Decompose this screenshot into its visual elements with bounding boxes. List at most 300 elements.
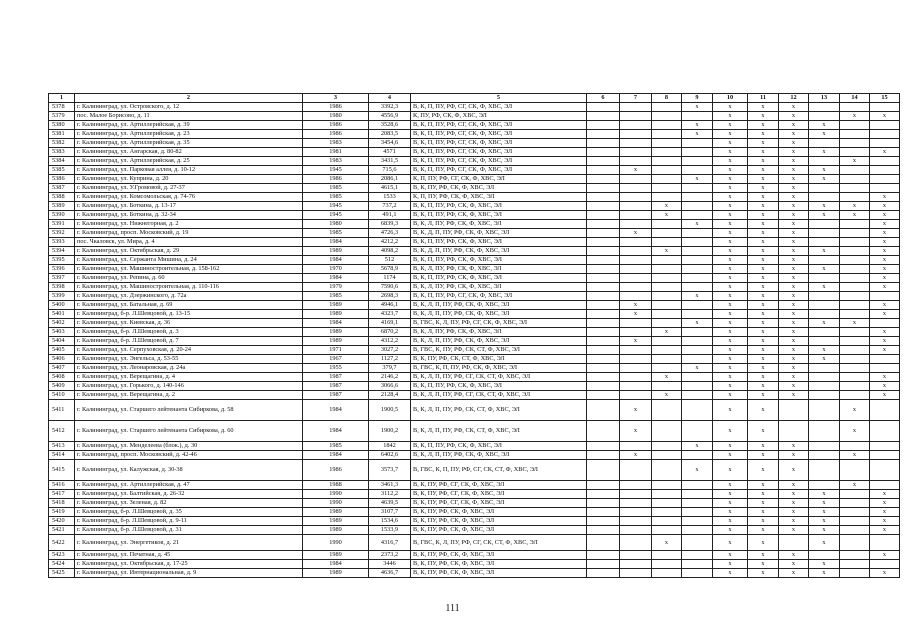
mark-cell-col-14 — [840, 391, 870, 400]
elements-cell: В, К, ПУ, РФ, СК, Ф, ХВС, ЭЛ — [411, 569, 587, 578]
mark-cell-col-9 — [682, 373, 713, 382]
mark-cell-col-7 — [620, 265, 652, 274]
mark-cell-col-10: x — [713, 451, 748, 460]
area-cell: 379,7 — [369, 364, 411, 373]
elements-cell: В, К, П, ПУ, РФ, СГ, СК, Ф, ХВС, ЭЛ — [411, 166, 587, 175]
mark-cell-col-6 — [587, 442, 620, 451]
mark-cell-col-14 — [840, 247, 870, 256]
mark-cell-col-14 — [840, 139, 870, 148]
mark-cell-col-9 — [682, 382, 713, 391]
table-row — [49, 283, 900, 292]
address-cell: г. Калининград, ул. Верещагина, д. 2 — [75, 391, 303, 400]
address-cell: г. Калининград, б-р. Л.Шевцовой, д. 9-11 — [75, 517, 303, 526]
mark-cell-col-11: x — [748, 247, 779, 256]
row-number-cell: 5423 — [49, 551, 75, 560]
mark-cell-col-15: x — [870, 283, 900, 292]
mark-cell-col-9: x — [682, 364, 713, 373]
mark-cell-col-11: x — [748, 193, 779, 202]
area-cell: 4615,1 — [369, 184, 411, 193]
mark-cell-col-6 — [587, 292, 620, 301]
mark-cell-col-13: x — [809, 148, 840, 157]
mark-cell-col-13 — [809, 301, 840, 310]
mark-cell-col-10: x — [713, 319, 748, 328]
mark-cell-col-12 — [779, 421, 809, 442]
row-number-cell: 5410 — [49, 391, 75, 400]
table-row — [49, 220, 900, 229]
mark-cell-col-15: x — [870, 346, 900, 355]
mark-cell-col-13: x — [809, 569, 840, 578]
elements-cell: В, К, ПУ, РФ, СГ, СК, Ф, ХВС, ЭЛ — [411, 490, 587, 499]
elements-cell: В, К, П, ПУ, РФ, СГ, СК, Ф, ХВС, ЭЛ — [411, 139, 587, 148]
mark-cell-col-7: x — [620, 421, 652, 442]
mark-cell-col-12: x — [779, 274, 809, 283]
mark-cell-col-8 — [652, 310, 682, 319]
mark-cell-col-15 — [870, 175, 900, 184]
mark-cell-col-14 — [840, 346, 870, 355]
mark-cell-col-8 — [652, 148, 682, 157]
mark-cell-col-12: x — [779, 382, 809, 391]
mark-cell-col-14 — [840, 130, 870, 139]
mark-cell-col-14 — [840, 535, 870, 551]
table-row — [49, 139, 900, 148]
mark-cell-col-9 — [682, 202, 713, 211]
mark-cell-col-12: x — [779, 551, 809, 560]
area-cell: 2373,2 — [369, 551, 411, 560]
row-number-cell: 5385 — [49, 166, 75, 175]
mark-cell-col-9 — [682, 157, 713, 166]
table-row — [49, 130, 900, 139]
mark-cell-col-10: x — [713, 166, 748, 175]
area-cell: 3454,6 — [369, 139, 411, 148]
row-number-cell: 5398 — [49, 283, 75, 292]
table-row — [49, 112, 900, 121]
mark-cell-col-6 — [587, 569, 620, 578]
table-row — [49, 481, 900, 490]
mark-cell-col-9 — [682, 247, 713, 256]
row-number-cell: 5397 — [49, 274, 75, 283]
mark-cell-col-7 — [620, 569, 652, 578]
year-cell: 1989 — [303, 301, 369, 310]
mark-cell-col-10: x — [713, 310, 748, 319]
area-cell: 3431,5 — [369, 157, 411, 166]
mark-cell-col-13 — [809, 373, 840, 382]
year-cell: 1971 — [303, 346, 369, 355]
mark-cell-col-7 — [620, 551, 652, 560]
column-header-6: 6 — [587, 94, 620, 103]
mark-cell-col-7 — [620, 560, 652, 569]
table-row — [49, 247, 900, 256]
area-cell: 3573,7 — [369, 460, 411, 481]
area-cell: 3027,2 — [369, 346, 411, 355]
elements-cell: В, ГВС, К, П, ПУ, РФ, СК, Ф, ХВС, ЭЛ — [411, 364, 587, 373]
address-cell: г. Калининград, ул. Старшего лейтенанта Сибиркова, д. 60 — [75, 421, 303, 442]
mark-cell-col-12: x — [779, 526, 809, 535]
column-number-header-row — [49, 94, 900, 103]
area-cell: 3461,3 — [369, 481, 411, 490]
mark-cell-col-7 — [620, 175, 652, 184]
mark-cell-col-12: x — [779, 373, 809, 382]
year-cell: 1984 — [303, 400, 369, 421]
mark-cell-col-8 — [652, 569, 682, 578]
mark-cell-col-15: x — [870, 256, 900, 265]
mark-cell-col-14: x — [840, 319, 870, 328]
address-cell: г. Калининград, ул. Печатная, д. 45 — [75, 551, 303, 560]
address-cell: г. Калининград, ул. Комсомольская, д. 74-76 — [75, 193, 303, 202]
mark-cell-col-14 — [840, 526, 870, 535]
year-cell: 1967 — [303, 355, 369, 364]
mark-cell-col-14 — [840, 166, 870, 175]
mark-cell-col-14 — [840, 517, 870, 526]
area-cell: 4636,7 — [369, 569, 411, 578]
mark-cell-col-11: x — [748, 112, 779, 121]
mark-cell-col-13 — [809, 256, 840, 265]
mark-cell-col-14 — [840, 148, 870, 157]
mark-cell-col-8 — [652, 346, 682, 355]
elements-cell: В, ГВС, К, Л, ПУ, РФ, СГ, СК, Ф, ХВС, ЭЛ — [411, 319, 587, 328]
column-header-12: 12 — [779, 94, 809, 103]
register-table-container — [48, 93, 888, 578]
mark-cell-col-7 — [620, 121, 652, 130]
mark-cell-col-12: x — [779, 319, 809, 328]
mark-cell-col-14 — [840, 310, 870, 319]
mark-cell-col-11: x — [748, 337, 779, 346]
mark-cell-col-7 — [620, 319, 652, 328]
row-number-cell: 5394 — [49, 247, 75, 256]
mark-cell-col-12: x — [779, 481, 809, 490]
mark-cell-col-15: x — [870, 310, 900, 319]
address-cell: г. Калининград, ул. Зеленая, д. 82 — [75, 499, 303, 508]
mark-cell-col-13: x — [809, 346, 840, 355]
mark-cell-col-9: x — [682, 121, 713, 130]
elements-cell: В, К, ПУ, РФ, СК, СТ, Ф, ХВС, ЭЛ — [411, 355, 587, 364]
year-cell: 1984 — [303, 421, 369, 442]
mark-cell-col-10: x — [713, 551, 748, 560]
mark-cell-col-6 — [587, 355, 620, 364]
row-number-cell: 5404 — [49, 337, 75, 346]
mark-cell-col-10: x — [713, 121, 748, 130]
year-cell: 1945 — [303, 211, 369, 220]
address-cell: г. Калининград, ул. Сержанта Мишина, д. 24 — [75, 256, 303, 265]
mark-cell-col-14 — [840, 229, 870, 238]
mark-cell-col-12: x — [779, 460, 809, 481]
mark-cell-col-13 — [809, 442, 840, 451]
mark-cell-col-12: x — [779, 391, 809, 400]
address-cell: г. Калининград, ул. Нижнегорная, д. 2 — [75, 220, 303, 229]
table-row — [49, 274, 900, 283]
mark-cell-col-10: x — [713, 364, 748, 373]
mark-cell-col-11: x — [748, 400, 779, 421]
mark-cell-col-14 — [840, 373, 870, 382]
mark-cell-col-11: x — [748, 346, 779, 355]
mark-cell-col-6 — [587, 328, 620, 337]
elements-cell: В, К, Л, П, ПУ, РФ, СК, Ф, ХВС, ЭЛ — [411, 301, 587, 310]
address-cell: г. Калининград, ул. Ангарская, д. 80-82 — [75, 148, 303, 157]
mark-cell-col-8 — [652, 442, 682, 451]
row-number-cell: 5389 — [49, 202, 75, 211]
mark-cell-col-14 — [840, 301, 870, 310]
mark-cell-col-9 — [682, 490, 713, 499]
mark-cell-col-13: x — [809, 535, 840, 551]
mark-cell-col-14 — [840, 103, 870, 112]
mark-cell-col-15: x — [870, 517, 900, 526]
mark-cell-col-11: x — [748, 490, 779, 499]
row-number-cell: 5405 — [49, 346, 75, 355]
address-cell: г. Калининград, ул. Батальная, д. 69 — [75, 301, 303, 310]
mark-cell-col-12: x — [779, 451, 809, 460]
mark-cell-col-12: x — [779, 238, 809, 247]
mark-cell-col-14 — [840, 382, 870, 391]
mark-cell-col-13: x — [809, 355, 840, 364]
mark-cell-col-8 — [652, 355, 682, 364]
mark-cell-col-11: x — [748, 184, 779, 193]
mark-cell-col-12: x — [779, 337, 809, 346]
elements-cell: В, К, ПУ, РФ, СК, Ф, ХВС, ЭЛ — [411, 551, 587, 560]
row-number-cell: 5392 — [49, 229, 75, 238]
mark-cell-col-15: x — [870, 328, 900, 337]
mark-cell-col-6 — [587, 265, 620, 274]
mark-cell-col-6 — [587, 451, 620, 460]
mark-cell-col-13: x — [809, 166, 840, 175]
mark-cell-col-9 — [682, 346, 713, 355]
mark-cell-col-12: x — [779, 301, 809, 310]
mark-cell-col-9 — [682, 148, 713, 157]
elements-cell: В, К, Д, П, ПУ, РФ, СК, Ф, ХВС, ЭЛ — [411, 229, 587, 238]
mark-cell-col-6 — [587, 517, 620, 526]
mark-cell-col-10: x — [713, 157, 748, 166]
mark-cell-col-13: x — [809, 508, 840, 517]
mark-cell-col-11: x — [748, 220, 779, 229]
address-cell: г. Калининград, ул. Артиллерийская, д. 39 — [75, 121, 303, 130]
table-row — [49, 535, 900, 551]
mark-cell-col-9: x — [682, 130, 713, 139]
address-cell: г. Калининград, ул. Леонаровская, д. 24а — [75, 364, 303, 373]
area-cell: 4098,2 — [369, 247, 411, 256]
row-number-cell: 5419 — [49, 508, 75, 517]
mark-cell-col-9 — [682, 166, 713, 175]
area-cell: 4571 — [369, 148, 411, 157]
mark-cell-col-12: x — [779, 569, 809, 578]
mark-cell-col-9 — [682, 391, 713, 400]
mark-cell-col-8 — [652, 256, 682, 265]
mark-cell-col-8 — [652, 460, 682, 481]
row-number-cell: 5424 — [49, 560, 75, 569]
table-row — [49, 490, 900, 499]
mark-cell-col-14 — [840, 355, 870, 364]
mark-cell-col-7 — [620, 355, 652, 364]
row-number-cell: 5378 — [49, 103, 75, 112]
row-number-cell: 5401 — [49, 310, 75, 319]
area-cell: 491,1 — [369, 211, 411, 220]
mark-cell-col-11: x — [748, 460, 779, 481]
mark-cell-col-12: x — [779, 247, 809, 256]
mark-cell-col-10: x — [713, 517, 748, 526]
mark-cell-col-15: x — [870, 274, 900, 283]
area-cell: 4169,1 — [369, 319, 411, 328]
mark-cell-col-6 — [587, 211, 620, 220]
table-row — [49, 238, 900, 247]
mark-cell-col-15: x — [870, 391, 900, 400]
address-cell: г. Калининград, ул. Балтийская, д. 26-32 — [75, 490, 303, 499]
mark-cell-col-6 — [587, 346, 620, 355]
year-cell: 1986 — [303, 460, 369, 481]
mark-cell-col-15: x — [870, 211, 900, 220]
mark-cell-col-11: x — [748, 148, 779, 157]
row-number-cell: 5412 — [49, 421, 75, 442]
mark-cell-col-10: x — [713, 535, 748, 551]
mark-cell-col-11: x — [748, 202, 779, 211]
mark-cell-col-11: x — [748, 481, 779, 490]
mark-cell-col-6 — [587, 157, 620, 166]
row-number-cell: 5384 — [49, 157, 75, 166]
table-row — [49, 157, 900, 166]
mark-cell-col-6 — [587, 481, 620, 490]
mark-cell-col-8 — [652, 526, 682, 535]
mark-cell-col-11: x — [748, 274, 779, 283]
year-cell: 1970 — [303, 265, 369, 274]
address-cell: г. Калининград, б-р. Л.Шевцовой, д. 31 — [75, 526, 303, 535]
mark-cell-col-13 — [809, 274, 840, 283]
mark-cell-col-11: x — [748, 157, 779, 166]
mark-cell-col-9 — [682, 238, 713, 247]
mark-cell-col-9 — [682, 112, 713, 121]
mark-cell-col-12: x — [779, 130, 809, 139]
mark-cell-col-10: x — [713, 560, 748, 569]
mark-cell-col-10: x — [713, 460, 748, 481]
mark-cell-col-12: x — [779, 508, 809, 517]
row-number-cell: 5402 — [49, 319, 75, 328]
mark-cell-col-15: x — [870, 337, 900, 346]
mark-cell-col-8 — [652, 319, 682, 328]
elements-cell: В, К, Л, П, ПУ, РФ, СГ, СК, СТ, Ф, ХВС, ЭЛ — [411, 373, 587, 382]
area-cell: 3112,2 — [369, 490, 411, 499]
mark-cell-col-6 — [587, 526, 620, 535]
elements-cell: В, К, П, ПУ, РФ, СГ, СК, Ф, ХВС, ЭЛ — [411, 103, 587, 112]
mark-cell-col-10: x — [713, 229, 748, 238]
mark-cell-col-9 — [682, 229, 713, 238]
mark-cell-col-9 — [682, 499, 713, 508]
table-row — [49, 148, 900, 157]
mark-cell-col-15 — [870, 421, 900, 442]
mark-cell-col-14: x — [840, 421, 870, 442]
table-body — [49, 103, 900, 578]
mark-cell-col-14 — [840, 175, 870, 184]
mark-cell-col-9: x — [682, 442, 713, 451]
mark-cell-col-13: x — [809, 283, 840, 292]
year-cell: 1990 — [303, 535, 369, 551]
mark-cell-col-15 — [870, 535, 900, 551]
year-cell: 1983 — [303, 157, 369, 166]
mark-cell-col-15: x — [870, 373, 900, 382]
mark-cell-col-12: x — [779, 202, 809, 211]
mark-cell-col-15: x — [870, 112, 900, 121]
year-cell: 1985 — [303, 193, 369, 202]
row-number-cell: 5382 — [49, 139, 75, 148]
table-row — [49, 211, 900, 220]
mark-cell-col-14: x — [840, 451, 870, 460]
mark-cell-col-15: x — [870, 551, 900, 560]
mark-cell-col-6 — [587, 130, 620, 139]
table-row — [49, 508, 900, 517]
area-cell: 2128,4 — [369, 391, 411, 400]
mark-cell-col-14: x — [840, 157, 870, 166]
area-cell: 4726,3 — [369, 229, 411, 238]
mark-cell-col-10: x — [713, 421, 748, 442]
mark-cell-col-12: x — [779, 355, 809, 364]
mark-cell-col-10: x — [713, 112, 748, 121]
mark-cell-col-12: x — [779, 112, 809, 121]
mark-cell-col-8 — [652, 337, 682, 346]
mark-cell-col-11: x — [748, 130, 779, 139]
area-cell: 6839,3 — [369, 220, 411, 229]
address-cell: г. Калининград, ул. У.Громовой, д. 27-37 — [75, 184, 303, 193]
mark-cell-col-9 — [682, 256, 713, 265]
mark-cell-col-6 — [587, 103, 620, 112]
year-cell: 1980 — [303, 220, 369, 229]
mark-cell-col-15: x — [870, 526, 900, 535]
row-number-cell: 5396 — [49, 265, 75, 274]
mark-cell-col-6 — [587, 535, 620, 551]
elements-cell: В, К, Л, ПУ, РФ, СК, Ф, ХВС, ЭЛ — [411, 220, 587, 229]
year-cell: 1985 — [303, 442, 369, 451]
column-header-4: 4 — [369, 94, 411, 103]
mark-cell-col-13: x — [809, 517, 840, 526]
mark-cell-col-13 — [809, 184, 840, 193]
year-cell: 1989 — [303, 517, 369, 526]
mark-cell-col-7 — [620, 481, 652, 490]
address-cell: г. Калининград, ул. Репина, д. 60 — [75, 274, 303, 283]
mark-cell-col-11: x — [748, 166, 779, 175]
elements-cell: В, К, П, ПУ, РФ, СК, Ф, ХВС, ЭЛ — [411, 238, 587, 247]
mark-cell-col-15 — [870, 184, 900, 193]
mark-cell-col-13 — [809, 481, 840, 490]
mark-cell-col-13 — [809, 229, 840, 238]
mark-cell-col-9: x — [682, 175, 713, 184]
mark-cell-col-15: x — [870, 382, 900, 391]
year-cell: 1984 — [303, 560, 369, 569]
mark-cell-col-14: x — [840, 202, 870, 211]
mark-cell-col-10: x — [713, 247, 748, 256]
table-row — [49, 292, 900, 301]
mark-cell-col-6 — [587, 551, 620, 560]
table-row — [49, 382, 900, 391]
mark-cell-col-7 — [620, 274, 652, 283]
mark-cell-col-13 — [809, 391, 840, 400]
row-number-cell: 5422 — [49, 535, 75, 551]
mark-cell-col-13 — [809, 364, 840, 373]
elements-cell: В, К, П, ПУ, РФ, СГ, СК, Ф, ХВС, ЭЛ — [411, 121, 587, 130]
year-cell: 1983 — [303, 139, 369, 148]
area-cell: 4312,2 — [369, 337, 411, 346]
mark-cell-col-11: x — [748, 526, 779, 535]
mark-cell-col-15: x — [870, 229, 900, 238]
mark-cell-col-8 — [652, 121, 682, 130]
area-cell: 4639,5 — [369, 499, 411, 508]
mark-cell-col-15 — [870, 121, 900, 130]
address-cell: г. Калининград, б-р. Л.Шевцовой, д. 35 — [75, 508, 303, 517]
mark-cell-col-11: x — [748, 499, 779, 508]
year-cell: 1990 — [303, 499, 369, 508]
mark-cell-col-13 — [809, 157, 840, 166]
address-cell: г. Калининград, ул. Дзержинского, д. 72а — [75, 292, 303, 301]
row-number-cell: 5399 — [49, 292, 75, 301]
mark-cell-col-9: x — [682, 319, 713, 328]
mark-cell-col-15: x — [870, 569, 900, 578]
mark-cell-col-8 — [652, 229, 682, 238]
mark-cell-col-10: x — [713, 301, 748, 310]
mark-cell-col-8: x — [652, 247, 682, 256]
mark-cell-col-10: x — [713, 337, 748, 346]
mark-cell-col-13 — [809, 238, 840, 247]
